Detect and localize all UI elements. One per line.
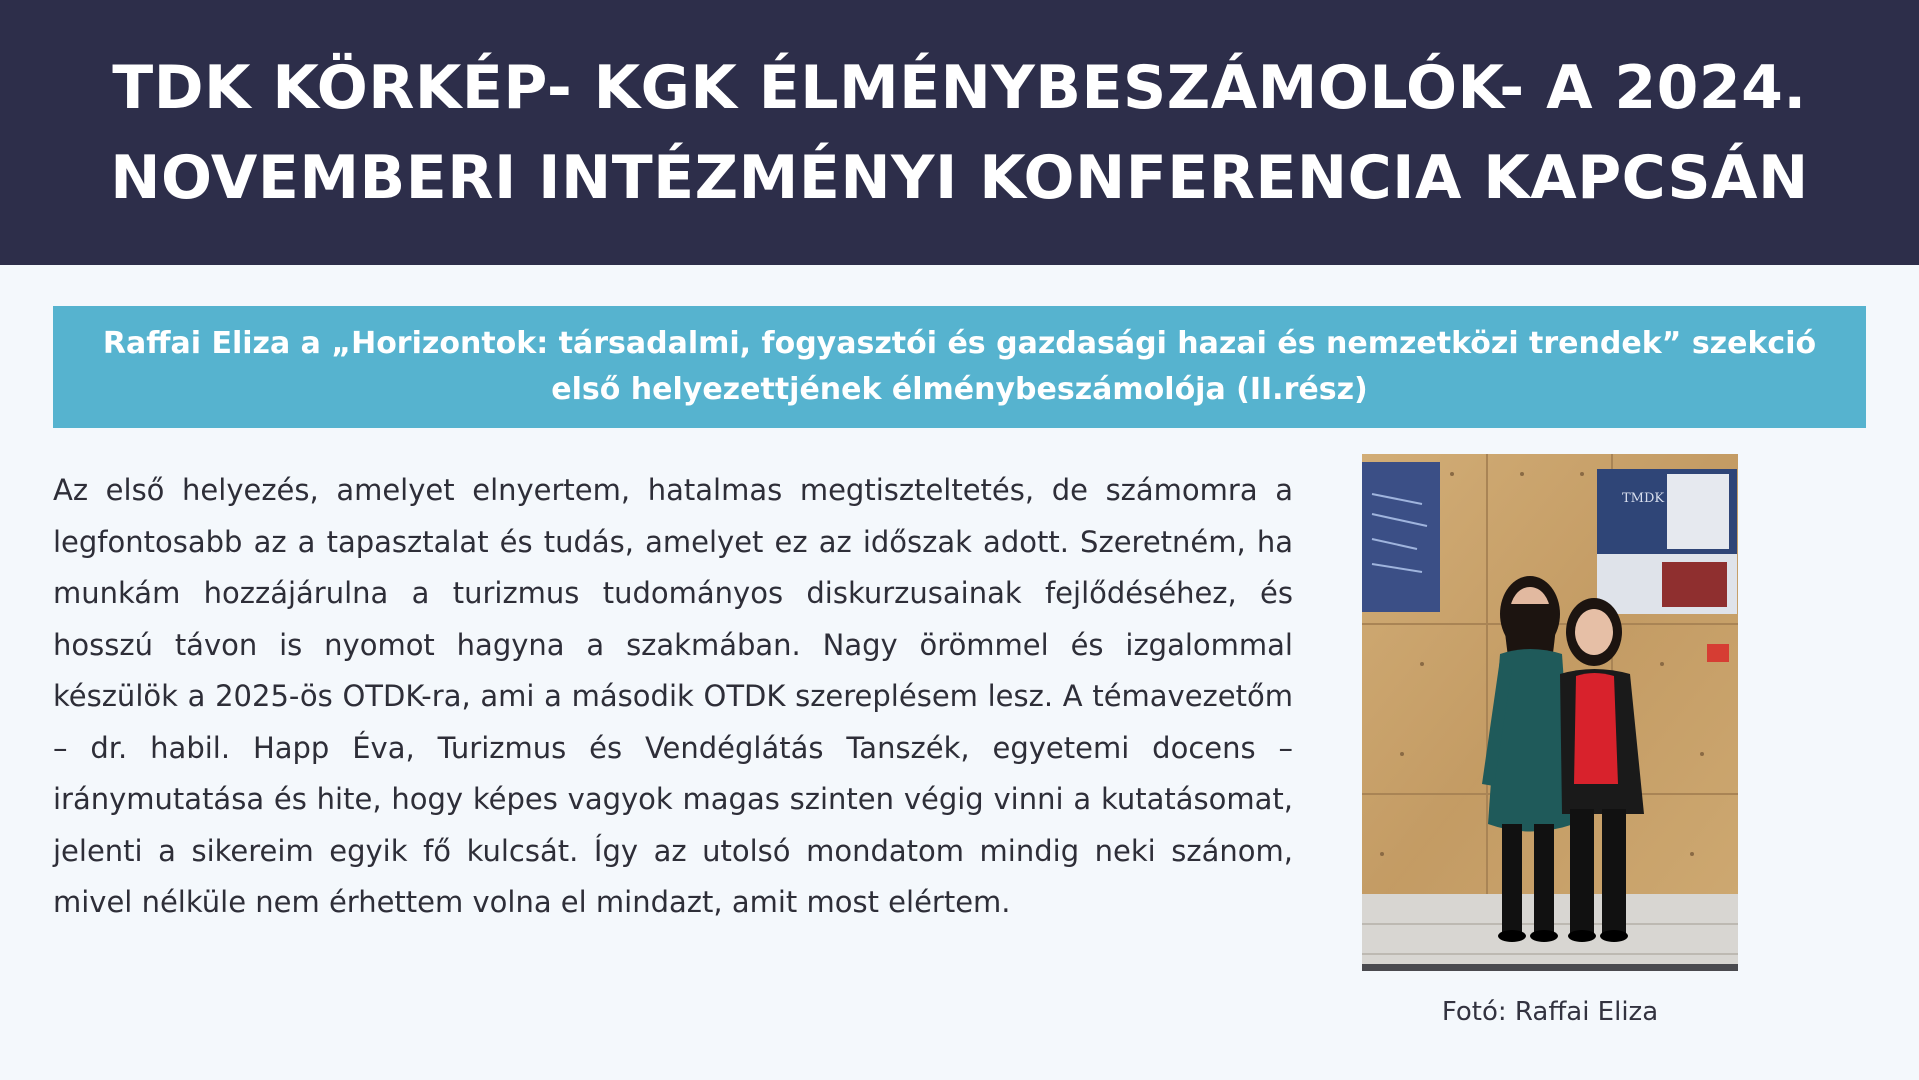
subtitle-banner [53, 306, 1866, 428]
subtitle-text: Raffai Eliza a „Horizontok: társadalmi, fogyasztói és gazdasági hazai és nemzetközi trendek” szekció első helyezettjének élménybeszámolója (II.rész) [102, 326, 1817, 407]
photo-caption: Fotó: Raffai Eliza [1441, 997, 1659, 1027]
article-photo [1362, 454, 1738, 971]
page-header [0, 0, 1919, 265]
poster-text: TMDK [1622, 491, 1665, 506]
page-title: TDK KÖRKÉP- KGK ÉLMÉNYBESZÁMOLÓK- A 2024. NOVEMBERI INTÉZMÉNYI KONFERENCIA KAPCSÁN [110, 52, 1809, 213]
article-paragraph: Az első helyezés, amelyet elnyertem, hatalmas megtiszteltetés, de számomra a legfontosabb az a tapasztalat és tudás, amelyet ez az időszak adott. Szeretném, ha munkám hozzájárulna a turizmus tudományos diskurzusainak fejlődéséhez, és hosszú távon is nyomot hagyna a szakmában. Nagy örömmel és izgalommal készülök a 2025-ös OTDK-ra, ami a második OTDK szereplésem lesz. A témavezetőm – dr. habil. Happ Éva, Turizmus és Vendéglátás Tanszék, egyetemi docens – iránymutatása és hite, hogy képes vagyok magas szinten végig vinni a kutatásomat, jelenti a sikereim egyik fő kulcsát. Így az utolsó mondatom mindig neki szánom, mivel nélküle nem érhettem volna el mindazt, amit most elértem. [53, 473, 1293, 919]
photo-illustration [1362, 454, 1738, 971]
